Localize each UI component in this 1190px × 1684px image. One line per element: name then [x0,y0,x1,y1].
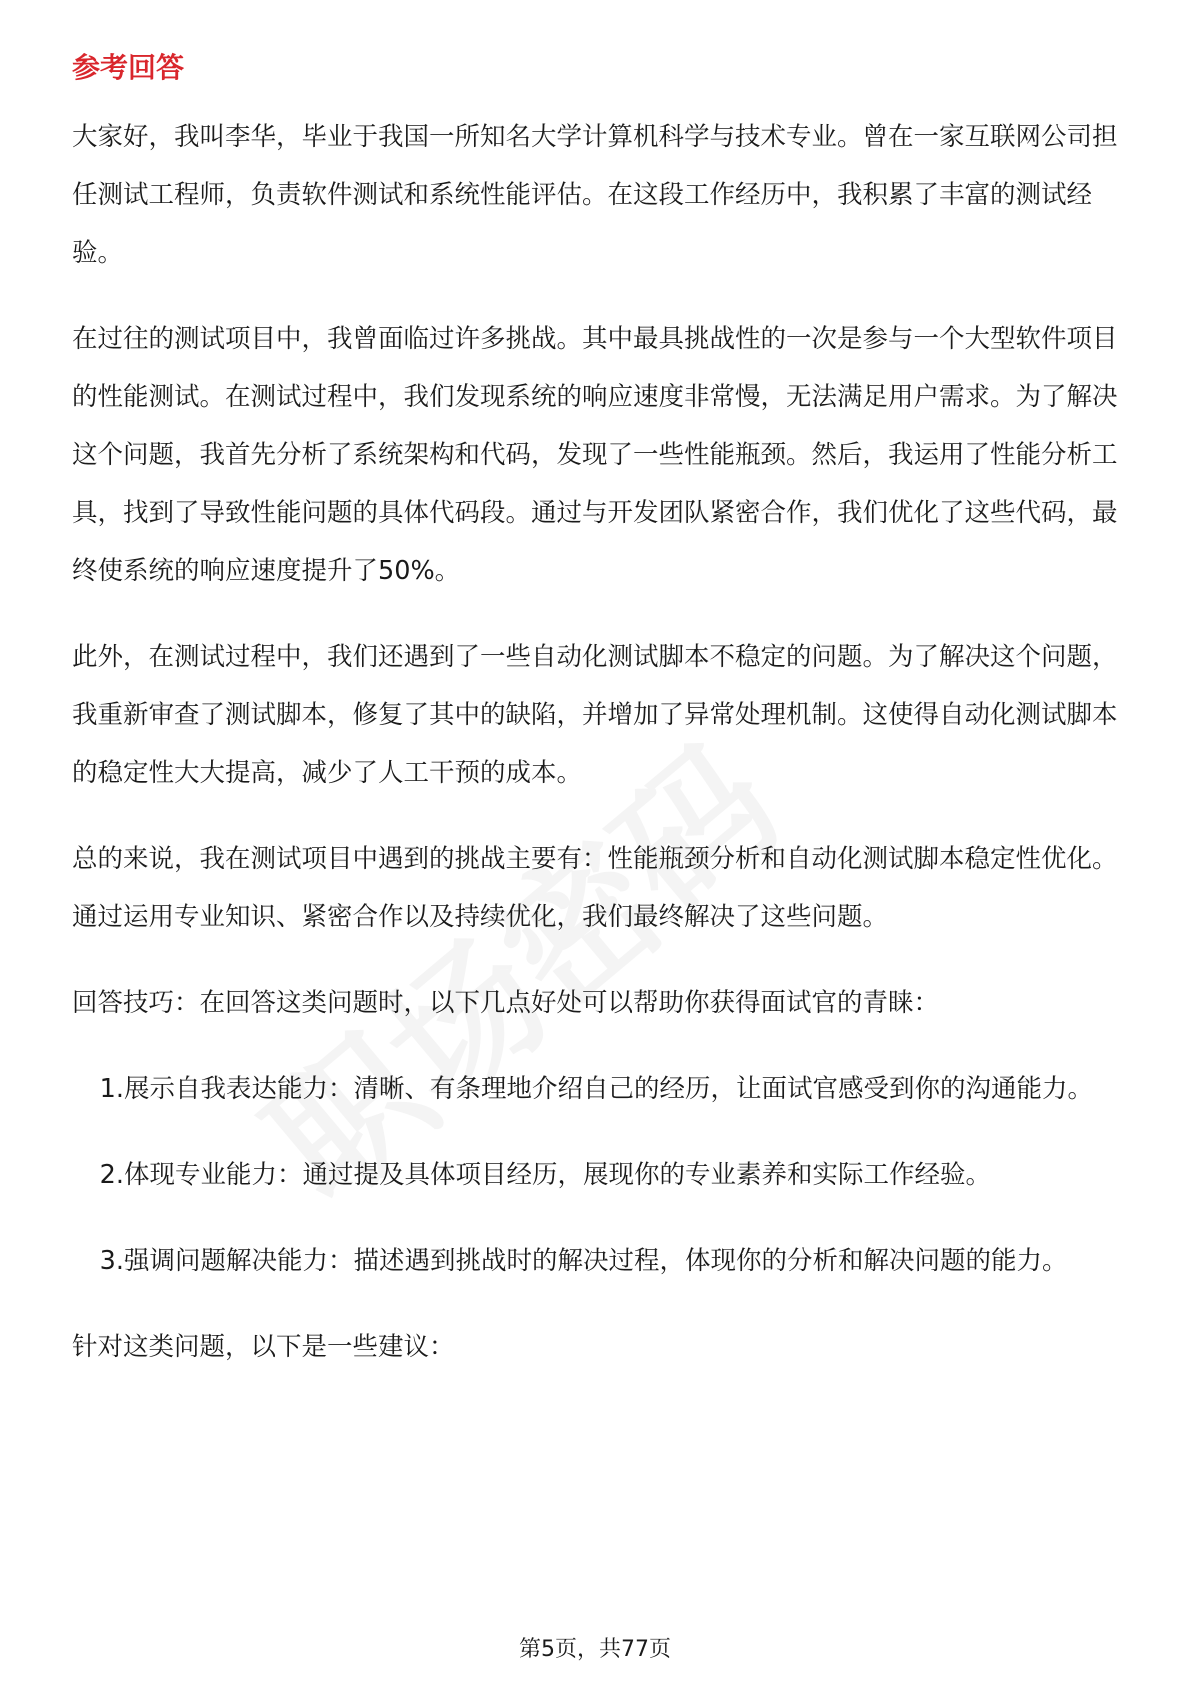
list-number: 1. [99,1074,124,1104]
list-item [72,1232,1120,1290]
list-number: 3. [99,1246,124,1276]
list-text: 强调问题解决能力：描述遇到挑战时的解决过程，体现你的分析和解决问题的能力。 [124,1246,1068,1276]
list-item [72,1060,1120,1118]
page-footer: 第5页，共77页 [519,1637,671,1662]
paragraph-tips: 回答技巧：在回答这类问题时，以下几点好处可以帮助你获得面试官的青睐： [72,988,940,1018]
list-item [72,1146,1120,1204]
paragraph-closing: 针对这类问题，以下是一些建议： [72,1332,455,1362]
tips-list [72,1060,1120,1290]
list-number: 2. [99,1160,124,1190]
paragraph-summary: 总的来说，我在测试项目中遇到的挑战主要有：性能瓶颈分析和自动化测试脚本稳定性优化。通过运用专业知识、紧密合作以及持续优化，我们最终解决了这些问题。 [72,844,1118,932]
paragraph-intro: 大家好，我叫李华，毕业于我国一所知名大学计算机科学与技术专业。曾在一家互联网公司担任测试工程师，负责软件测试和系统性能评估。在这段工作经历中，我积累了丰富的测试经验。 [72,122,1118,268]
document-body [72,48,1120,1404]
paragraph-performance: 在过往的测试项目中，我曾面临过许多挑战。其中最具挑战性的一次是参与一个大型软件项目的性能测试。在测试过程中，我们发现系统的响应速度非常慢，无法满足用户需求。为了解决这个问题，我首先分析了系统架构和代码，发现了一些性能瓶颈。然后，我运用了性能分析工具，找到了导致性能问题的具体代码段。通过与开发团队紧密合作，我们优化了这些代码，最终使系统的响应速度提升了50%。 [72,324,1118,586]
section-heading: 参考回答 [72,51,185,84]
paragraph-automation: 此外，在测试过程中，我们还遇到了一些自动化测试脚本不稳定的问题。为了解决这个问题，我重新审查了测试脚本，修复了其中的缺陷，并增加了异常处理机制。这使得自动化测试脚本的稳定性大大提高，减少了人工干预的成本。 [72,642,1118,788]
list-text: 体现专业能力：通过提及具体项目经历，展现你的专业素养和实际工作经验。 [124,1160,992,1190]
list-text: 展示自我表达能力：清晰、有条理地介绍自己的经历，让面试官感受到你的沟通能力。 [124,1074,1094,1104]
